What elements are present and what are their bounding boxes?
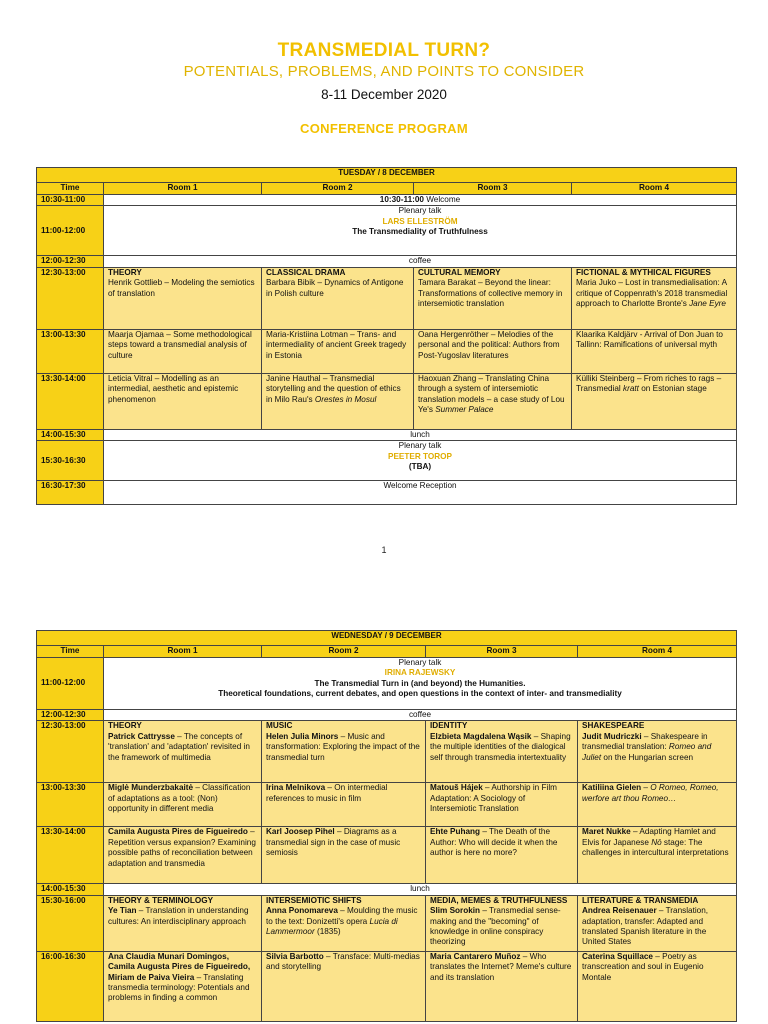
session-cell: Maria-Kristiina Lotman – Trans- and intermediality of ancient Greek tragedy in Estonia: [262, 329, 414, 373]
session-cell: Maria Cantarero Muñoz – Who translates the Internet? Meme's culture and its translation: [426, 951, 578, 1021]
table-row: [37, 895, 737, 951]
wednesday-schedule-table: [36, 630, 737, 1022]
time-cell: 10:30-11:00: [37, 195, 104, 206]
session-cell: THEORY Henrik Gottlieb – Modeling the semiotics of translation: [104, 267, 262, 329]
time-cell: 16:30-17:30: [37, 481, 104, 505]
document-title: TRANSMEDIAL TURN?: [277, 40, 491, 61]
table-row: [37, 373, 737, 429]
plenary-cell: Plenary talk LARS ELLESTRÖM The Transmediality of Truthfulness: [104, 206, 737, 256]
table-row: [37, 710, 737, 721]
session-cell: CULTURAL MEMORY Tamara Barakat – Beyond the linear: Transformations of collective memory in intersemiotic translation: [414, 267, 572, 329]
lunch-cell: lunch: [104, 884, 737, 895]
col-time: Time: [37, 646, 104, 658]
session-cell: Maarja Ojamaa – Some methodological steps toward a transmedial analysis of culture: [104, 329, 262, 373]
session-cell: Haoxuan Zhang – Translating China through a system of intersemiotic translation models – a case study of Lou Ye's Summer Palace: [414, 373, 572, 429]
col-room3: Room 3: [426, 646, 578, 658]
document-subtitle: POTENTIALS, PROBLEMS, AND POINTS TO CONSIDER: [183, 63, 585, 80]
plenary-title: (TBA): [408, 462, 432, 472]
session-cell: Maret Nukke – Adapting Hamlet and Elvis for Japanese Nō stage: The challenges in intercultural interpretations: [578, 827, 737, 884]
session-cell: Miglė Munderzbakaitė – Classification of adaptations as a tool: (Non) opportunity in different media: [104, 783, 262, 827]
session-cell: Leticia Vitral – Modelling as an intermedial, aesthetic and epistemic phenomenon: [104, 373, 262, 429]
session-cell: Camila Augusta Pires de Figueiredo – Repetition versus expansion? Examining possible paths of reconciliation between adaptation and transmedia: [104, 827, 262, 884]
session-cell: Klaarika Kaldjärv - Arrival of Don Juan to Tallinn: Ramifications of universal myth: [572, 329, 737, 373]
session-cell: MEDIA, MEMES & TRUTHFULNESS Slim Sorokin – Transmedial sense-making and the "becoming" of knowledge in online conspiracy theorizing: [426, 895, 578, 951]
session-cell: IDENTITY Elzbieta Magdalena Wąsik – Shaping the multiple identities of the dialogical self through transmedia intertextuality: [426, 721, 578, 783]
time-cell: 12:30-13:00: [37, 721, 104, 783]
plenary-cell: Plenary talk PEETER TOROP (TBA): [104, 441, 737, 481]
session-cell: Oana Hergenröther – Melodies of the personal and the political: Authors from Post-Yugoslav literatures: [414, 329, 572, 373]
col-room1: Room 1: [104, 183, 262, 195]
plenary-speaker: LARS ELLESTRÖM: [382, 216, 458, 226]
page-number: 1: [381, 545, 387, 555]
session-cell: THEORY & TERMINOLOGY Ye Tian – Translation in understanding cultures: An interdisciplinary approach: [104, 895, 262, 951]
table-row: [37, 329, 737, 373]
time-cell: 15:30-16:30: [37, 441, 104, 481]
plenary-cell: Plenary talk IRINA RAJEWSKY The Transmedial Turn in (and beyond) the Humanities. Theoretical foundations, current debates, and open questions in the context of inter- and transmediality: [104, 658, 737, 710]
session-cell: INTERSEMIOTIC SHIFTS Anna Ponomareva – Moulding the music to the text: Donizetti's opera Lucia di Lammermoor (1835): [262, 895, 426, 951]
time-cell: 12:00-12:30: [37, 256, 104, 267]
plenary-speaker: PEETER TOROP: [388, 451, 452, 461]
col-room4: Room 4: [572, 183, 737, 195]
table-row: [37, 783, 737, 827]
session-cell: LITERATURE & TRANSMEDIA Andrea Reisenauer – Translation, adaptation, transfer: Adapted and translated Spanish literature in the United States: [578, 895, 737, 951]
session-cell: Karl Joosep Pihel – Diagrams as a transmedial sign in the case of music semiosis: [262, 827, 426, 884]
tuesday-schedule-table: [36, 167, 737, 505]
session-cell: MUSIC Helen Julia Minors – Music and transformation: Exploring the impact of the transmedial turn: [262, 721, 426, 783]
table-row: [37, 481, 737, 505]
col-room3: Room 3: [414, 183, 572, 195]
table-row: [37, 721, 737, 783]
time-cell: 12:30-13:00: [37, 267, 104, 329]
session-cell: Irina Melnikova – On intermedial references to music in film: [262, 783, 426, 827]
time-cell: 11:00-12:00: [37, 206, 104, 256]
time-cell: 12:00-12:30: [37, 710, 104, 721]
time-cell: 14:00-15:30: [37, 429, 104, 440]
table-row: [37, 429, 737, 440]
table-row: [37, 195, 737, 206]
day-label: WEDNESDAY / 9 DECEMBER: [37, 631, 737, 646]
plenary-speaker: IRINA RAJEWSKY: [384, 668, 456, 678]
session-cell: Caterina Squillace – Poetry as transcreation and soul in Eugenio Montale: [578, 951, 737, 1021]
session-cell: Katiliina Gielen – O Romeo, Romeo, werfore art thou Romeo…: [578, 783, 737, 827]
session-cell: THEORY Patrick Cattrysse – The concepts of 'translation' and 'adaptation' revisited in the framework of multimedia: [104, 721, 262, 783]
col-time: Time: [37, 183, 104, 195]
day-label: TUESDAY / 8 DECEMBER: [37, 168, 737, 183]
table-row: [37, 951, 737, 1021]
col-room2: Room 2: [262, 646, 426, 658]
col-room2: Room 2: [262, 183, 414, 195]
plenary-title: The Transmedial Turn in (and beyond) the Humanities.: [314, 678, 526, 688]
session-cell: Silvia Barbotto – Transface: Multi-medias and storytelling: [262, 951, 426, 1021]
table-row: [37, 884, 737, 895]
time-cell: 14:00-15:30: [37, 884, 104, 895]
table-row: [37, 441, 737, 481]
time-cell: 13:00-13:30: [37, 783, 104, 827]
table-row: [37, 206, 737, 256]
session-cell: FICTIONAL & MYTHICAL FIGURES Maria Juko – Lost in transmedialisation: A critique of Coppenrath's 2018 transmedial approach to Charlotte Bronte's Jane Eyre: [572, 267, 737, 329]
lunch-cell: lunch: [104, 429, 737, 440]
reception-cell: Welcome Reception: [104, 481, 737, 505]
conference-dates: 8-11 December 2020: [321, 87, 447, 102]
session-cell: CLASSICAL DRAMA Barbara Bibik – Dynamics of Antigone in Polish culture: [262, 267, 414, 329]
time-cell: 13:00-13:30: [37, 329, 104, 373]
time-cell: 11:00-12:00: [37, 658, 104, 710]
time-cell: 13:30-14:00: [37, 373, 104, 429]
time-cell: 15:30-16:00: [37, 895, 104, 951]
session-cell: SHAKESPEARE Judit Mudriczki – Shakespeare in transmedial translation: Romeo and Juliet on the Hungarian screen: [578, 721, 737, 783]
col-room1: Room 1: [104, 646, 262, 658]
time-cell: 13:30-14:00: [37, 827, 104, 884]
program-heading: CONFERENCE PROGRAM: [300, 121, 468, 136]
table-row: [37, 256, 737, 267]
session-cell: Ana Claudia Munari Domingos, Camila Augusta Pires de Figueiredo, Miriam de Paiva Vieira – Translating transmedia terminology: Potentials and problems in finding a common: [104, 951, 262, 1021]
session-cell: Janine Hauthal – Transmedial storytelling and the question of ethics in Milo Rau's Orestes in Mosul: [262, 373, 414, 429]
plenary-subtitle: Theoretical foundations, current debates, and open questions in the context of inter- and transmediality: [218, 689, 622, 699]
table-row: [37, 658, 737, 710]
time-cell: 16:00-16:30: [37, 951, 104, 1021]
coffee-cell: coffee: [104, 710, 737, 721]
coffee-cell: coffee: [104, 256, 737, 267]
table-row: [37, 267, 737, 329]
col-room4: Room 4: [578, 646, 737, 658]
session-cell: Matouš Hájek – Authorship in Film Adaptation: A Sociology of Intersemiotic Translation: [426, 783, 578, 827]
table-row: [37, 827, 737, 884]
session-cell: Ehte Puhang – The Death of the Author: Who will decide it when the author is here no more?: [426, 827, 578, 884]
welcome-cell: 10:30-11:00 Welcome: [104, 195, 737, 206]
session-cell: Külliki Steinberg – From riches to rags – Transmedial kratt on Estonian stage: [572, 373, 737, 429]
plenary-title: The Transmediality of Truthfulness: [352, 227, 488, 237]
